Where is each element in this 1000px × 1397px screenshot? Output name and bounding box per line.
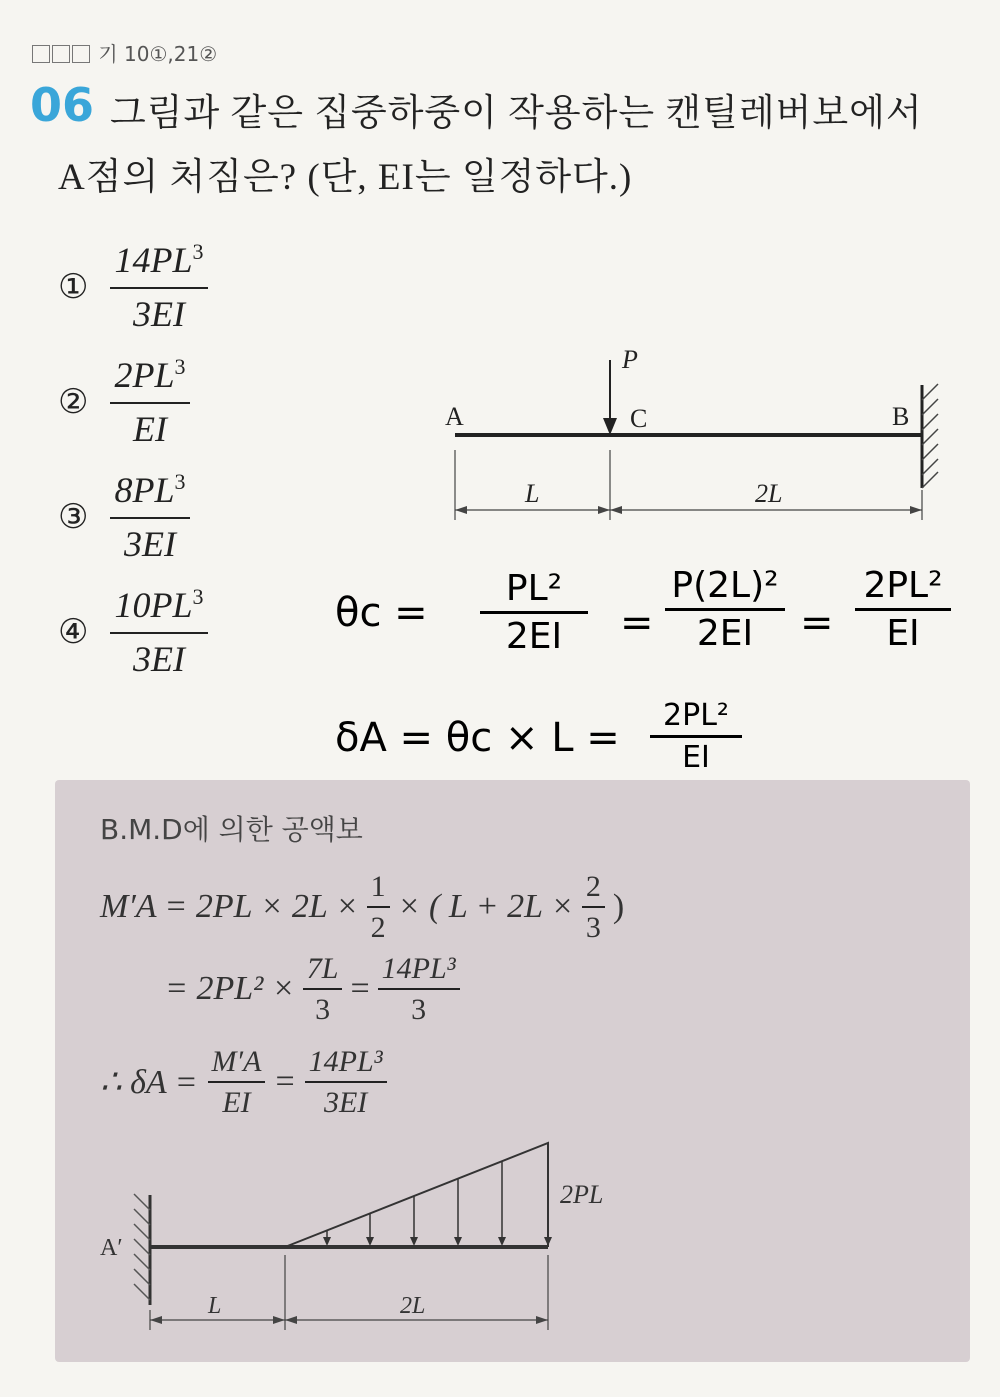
point-a-label: A — [445, 402, 464, 431]
checkbox-1[interactable] — [32, 45, 50, 63]
option-3[interactable] — [58, 470, 190, 564]
span-left-label: L — [208, 1293, 222, 1319]
distributed-load-arrows — [327, 1161, 502, 1239]
handwritten-equals-1: = — [620, 600, 654, 646]
handwritten-theta-c: θc = — [335, 590, 428, 636]
option-mark: ③ — [58, 499, 89, 537]
handwritten-fraction-3: 2PL² EI — [855, 565, 951, 654]
option-1[interactable] — [58, 240, 208, 334]
checkbox-3[interactable] — [72, 45, 90, 63]
moment-value-label: 2PL — [560, 1180, 604, 1209]
option-fraction: $\frac{2PL^3}{EI}$ — [110, 355, 189, 449]
solution-title: B.M.D에 의한 공액보 — [100, 813, 363, 846]
option-fraction: $\frac{10PL^3}{3EI}$ — [110, 585, 207, 679]
handwritten-equals-2: = — [800, 600, 834, 646]
handwritten-delta-a: δA = θc × L = — [335, 715, 620, 761]
checkbox-2[interactable] — [52, 45, 70, 63]
option-4[interactable] — [58, 585, 208, 679]
solution-equation-2: = 2PL² × $\frac{7L}{3}$ = $\frac{\text{14PL³}}{3}$ — [165, 952, 460, 1026]
point-b-label: B — [892, 402, 910, 431]
question-meta — [32, 38, 217, 67]
span-right-label: 2L — [755, 479, 783, 508]
load-triangle — [285, 1143, 548, 1247]
fixed-support-hatch — [134, 1194, 150, 1300]
option-fraction: $\frac{8PL^3}{3EI}$ — [110, 470, 189, 564]
option-2[interactable] — [58, 355, 190, 449]
handwritten-fraction-1: PL² 2EI — [480, 568, 588, 657]
load-label: P — [622, 345, 638, 374]
handwritten-fraction-2: P(2L)² 2EI — [665, 565, 785, 654]
handwritten-fraction-4: 2PL² EI — [650, 698, 742, 775]
point-c-label: C — [630, 404, 648, 433]
cantilever-beam-figure — [430, 340, 960, 540]
solution-equation-3: ∴ δA = $\frac{M'A}{EI}$ = $\frac{\text{14PL³}}{3EI}$ — [100, 1045, 387, 1119]
point-a-prime-label: A′ — [100, 1235, 123, 1261]
question-text-line2: A점의 처짐은? (단, EI는 일정하다.) — [58, 157, 633, 198]
conjugate-beam-figure — [90, 1135, 650, 1340]
span-right-label: 2L — [400, 1293, 426, 1319]
exam-reference: 기 10①,21② — [98, 42, 218, 66]
option-mark: ① — [58, 269, 89, 307]
fixed-support-hatch — [922, 384, 938, 488]
option-mark: ② — [58, 384, 89, 422]
load-arrow-head — [603, 418, 617, 435]
question-number: 06 — [30, 78, 95, 132]
option-fraction: $\frac{14PL^3}{3EI}$ — [110, 240, 207, 334]
question-text-line1: 그림과 같은 집중하중이 작용하는 캔틸레버보에서 — [110, 93, 923, 134]
option-mark: ④ — [58, 614, 89, 652]
span-left-label: L — [525, 479, 540, 508]
solution-equation-1: M′A = 2PL × 2L × $\frac{1}{2}$ × ( L + 2L × $\frac{2}{3}$ ) — [100, 870, 625, 944]
